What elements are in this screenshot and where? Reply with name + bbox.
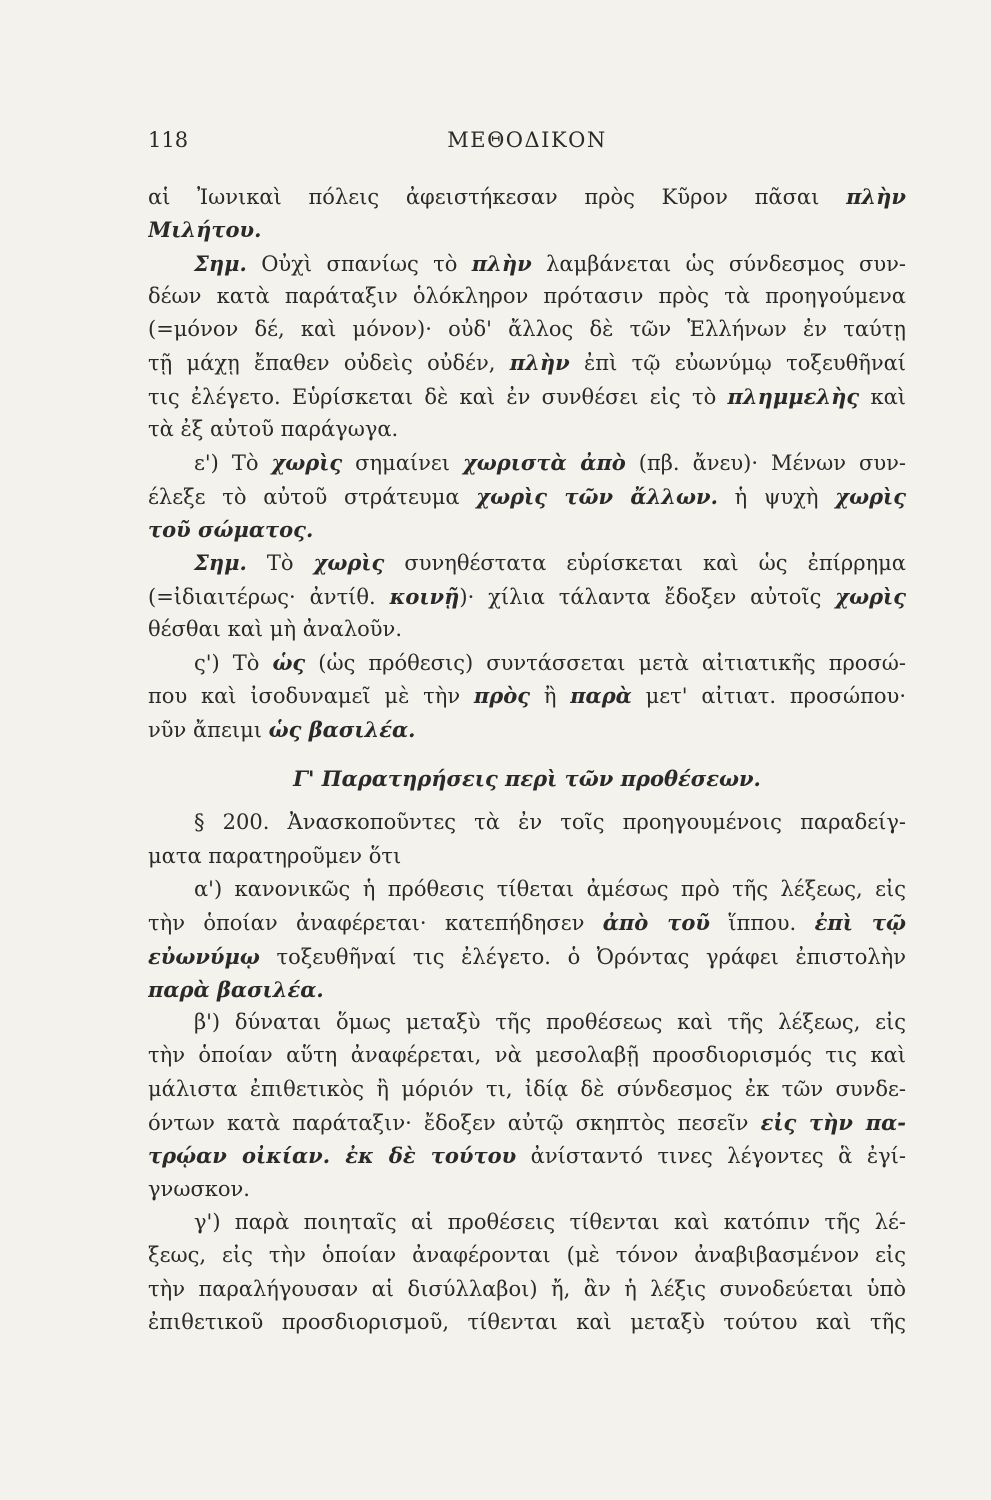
text-line: [148, 313, 906, 346]
text-line: [148, 413, 906, 446]
paragraph: [148, 546, 906, 646]
text-line: [148, 1306, 906, 1339]
emphasized-text: Μιλήτου.: [148, 217, 262, 243]
text-run: Τὸ: [246, 551, 314, 576]
text-line: [148, 646, 906, 679]
emphasized-text: ὡς βασιλέα.: [268, 716, 416, 742]
emphasized-text: παρὰ βασιλέα.: [148, 976, 324, 1002]
text-run: τὴν παραλήγουσαν αἱ δισύλλαβοι) ἤ, ἂν ἡ λέξις συνοδεύεται ὑπὸ: [148, 1276, 906, 1301]
text-line: [148, 580, 906, 613]
text-run: ἐπιθετικοῦ προσδιορισμοῦ, τίθενται καὶ μεταξὺ τούτου καὶ τῆς: [148, 1309, 906, 1334]
emphasized-text: παρὰ: [570, 683, 632, 709]
text-run: (πβ. ἄνευ)· Μένων συν-: [625, 451, 906, 476]
text-run: που καὶ ἰσοδυναμεῖ μὲ τὴν: [148, 684, 474, 709]
text-run: ἀνίσταντό τινες λέγοντες ἃ ἐγί-: [516, 1144, 906, 1169]
text-run: καὶ: [859, 384, 906, 409]
page-header: [148, 124, 906, 156]
text-line: [148, 446, 906, 479]
text-run: ἡ ψυχὴ: [717, 484, 836, 509]
text-run: ἵππου.: [709, 911, 815, 936]
text-line: [148, 1273, 906, 1306]
text-line: [148, 1206, 906, 1239]
text-run: γ') παρὰ ποιηταῖς αἱ προθέσεις τίθενται καὶ κατόπιν τῆς λέ-: [194, 1209, 906, 1234]
text-block: [148, 180, 906, 1339]
emphasized-text: τρῴαν οἰκίαν. ἐκ δὲ τούτου: [148, 1143, 517, 1169]
emphasized-text: χωρὶς τῶν ἄλλων.: [476, 483, 718, 509]
text-run: (ὡς πρόθεσις) συντάσσεται μετὰ αἰτιατικῆς προσώ-: [305, 651, 906, 676]
text-run: τοξευθῆναί τις ἐλέγετο. ὁ Ὀρόντας γράφει ἐπιστολὴν: [259, 944, 906, 969]
emphasized-text: πρὸς: [473, 683, 531, 709]
text-run: (=ἰδιαιτέρως· ἀντίθ.: [148, 584, 390, 609]
paragraph: [148, 180, 906, 247]
emphasized-text: εἰς τὴν πα-: [760, 1110, 906, 1136]
text-run: δέων κατὰ παράταξιν ὁλόκληρον πρότασιν πρὸς τὰ προηγούμενα: [148, 283, 906, 308]
text-line: [148, 280, 906, 313]
emphasized-text: ἀπὸ τοῦ: [602, 910, 710, 936]
text-run: ἢ: [530, 684, 571, 709]
text-run: ξεως, εἰς τὴν ὁποίαν ἀναφέρονται (μὲ τόνον ἀναβιβασμένον εἰς: [148, 1243, 906, 1268]
emphasized-text: πλὴν: [471, 250, 532, 276]
text-line: [148, 213, 906, 246]
section-heading: [148, 762, 906, 795]
emphasized-text: κοινῇ: [389, 583, 460, 609]
text-run: (=μόνον δέ, καὶ μόνον)· οὐδ' ἄλλος δὲ τῶν Ἑλλήνων ἐν ταύτῃ: [148, 317, 906, 342]
text-run: νῦν ἄπειμι: [148, 717, 269, 742]
emphasized-text: Σημ.: [194, 550, 247, 576]
text-run: συνηθέστατα εὑρίσκεται καὶ ὡς ἐπίρρημα: [384, 551, 906, 576]
emphasized-text: εὐωνύμῳ: [148, 943, 260, 969]
paragraph: [148, 1206, 906, 1339]
text-run: έλεξε τὸ αὐτοῦ στράτευμα: [148, 484, 477, 509]
text-run: ἐπὶ τῷ εὐωνύμῳ τοξευθῆναί: [569, 351, 906, 376]
text-line: [148, 906, 906, 939]
emphasized-text: χωριστὰ ἀπὸ: [462, 450, 626, 476]
text-line: [148, 973, 906, 1006]
text-line: [148, 613, 906, 646]
text-run: § 200. Ἀνασκοποῦντες τὰ ἐν τοῖς προηγουμένοις παραδείγ-: [194, 810, 906, 835]
text-run: )· χίλια τάλαντα ἔδοξεν αὐτοῖς: [459, 584, 836, 609]
text-line: [148, 806, 906, 839]
text-line: [148, 180, 906, 213]
paragraph: [148, 646, 906, 746]
text-line: [148, 1239, 906, 1272]
text-run: τῇ μάχῃ ἔπαθεν οὐδεὶς οὐδέν,: [148, 351, 510, 376]
text-run: τὴν ὁποίαν αὕτη ἀναφέρεται, νὰ μεσολαβῇ προσδιορισμός τις καὶ: [148, 1043, 906, 1068]
paragraph: [148, 873, 906, 1006]
text-line: [148, 940, 906, 973]
text-line: [148, 713, 906, 746]
text-line: [148, 1106, 906, 1139]
text-run: ε') Τὸ: [194, 451, 272, 476]
text-run: θέσθαι καὶ μὴ ἀναλοῦν.: [148, 616, 402, 641]
text-run: σημαίνει: [342, 451, 463, 476]
paragraph: [148, 806, 906, 873]
text-line: [148, 480, 906, 513]
emphasized-text: Σημ.: [194, 250, 247, 276]
emphasized-text: χωρὶς: [835, 483, 906, 509]
text-line: [148, 762, 906, 795]
text-line: [148, 546, 906, 579]
text-run: τις ἐλέγετο. Εὑρίσκεται δὲ καὶ ἐν συνθέσει εἰς τὸ: [148, 384, 728, 409]
text-run: Οὐχὶ σπανίως τὸ: [246, 251, 472, 276]
emphasized-text: πλημμελὴς: [727, 383, 860, 409]
paragraph: [148, 247, 906, 447]
text-run: μάλιστα ἐπιθετικὸς ἢ μόριόν τι, ἰδίᾳ δὲ σύνδεσμος ἐκ τῶν συνδε-: [148, 1076, 906, 1101]
text-run: αἱ Ἰωνικαὶ πόλεις ἀφειστήκεσαν πρὸς Κῦρον πᾶσαι: [148, 185, 847, 209]
emphasized-text: χωρὶς: [271, 450, 343, 476]
paragraph: [148, 446, 906, 546]
emphasized-text: τοῦ σώματος.: [148, 516, 314, 542]
text-run: λαμβάνεται ὡς σύνδεσμος συν-: [531, 251, 906, 276]
text-run: Γ' Παρατηρήσεις περὶ τῶν προθέσεων.: [293, 766, 761, 792]
text-line: [148, 346, 906, 379]
page-number: 118: [148, 128, 189, 152]
text-line: [148, 840, 906, 873]
emphasized-text: χωρὶς: [835, 583, 906, 609]
emphasized-text: πλὴν: [509, 350, 570, 376]
paragraph: [148, 1006, 906, 1206]
text-run: όντων κατὰ παράταξιν· ἔδοξεν αὐτῷ σκηπτὸς πεσεῖν: [148, 1111, 761, 1136]
text-run: α') κανονικῶς ἡ πρόθεσις τίθεται ἀμέσως πρὸ τῆς λέξεως, εἰς: [194, 876, 906, 901]
text-line: [148, 1139, 906, 1172]
text-run: μετ' αἰτιατ. προσώπου·: [631, 684, 906, 709]
text-run: β') δύναται ὅμως μεταξὺ τῆς προθέσεως καὶ τῆς λέξεως, εἰς: [194, 1010, 906, 1035]
text-run: τὴν ὁποίαν ἀναφέρεται· κατεπήδησεν: [148, 911, 603, 936]
text-run: γνωσκον.: [148, 1176, 250, 1201]
text-line: [148, 247, 906, 280]
text-run: ς') Τὸ: [194, 651, 273, 676]
text-run: τὰ ἐξ αὐτοῦ παράγωγα.: [148, 417, 399, 442]
emphasized-text: πλὴν: [846, 184, 906, 209]
text-line: [148, 1039, 906, 1072]
text-line: [148, 1006, 906, 1039]
emphasized-text: ἐπὶ τῷ: [814, 910, 906, 936]
text-line: [148, 1073, 906, 1106]
text-line: [148, 679, 906, 712]
emphasized-text: χωρὶς: [313, 550, 385, 576]
text-line: [148, 1173, 906, 1206]
text-line: [148, 873, 906, 906]
text-run: ματα παρατηροῦμεν ὅτι: [148, 843, 402, 868]
emphasized-text: ὡς: [272, 650, 306, 676]
running-head: ΜΕΘΟΔΙΚΟΝ: [447, 128, 607, 152]
text-line: [148, 380, 906, 413]
text-line: [148, 513, 906, 546]
